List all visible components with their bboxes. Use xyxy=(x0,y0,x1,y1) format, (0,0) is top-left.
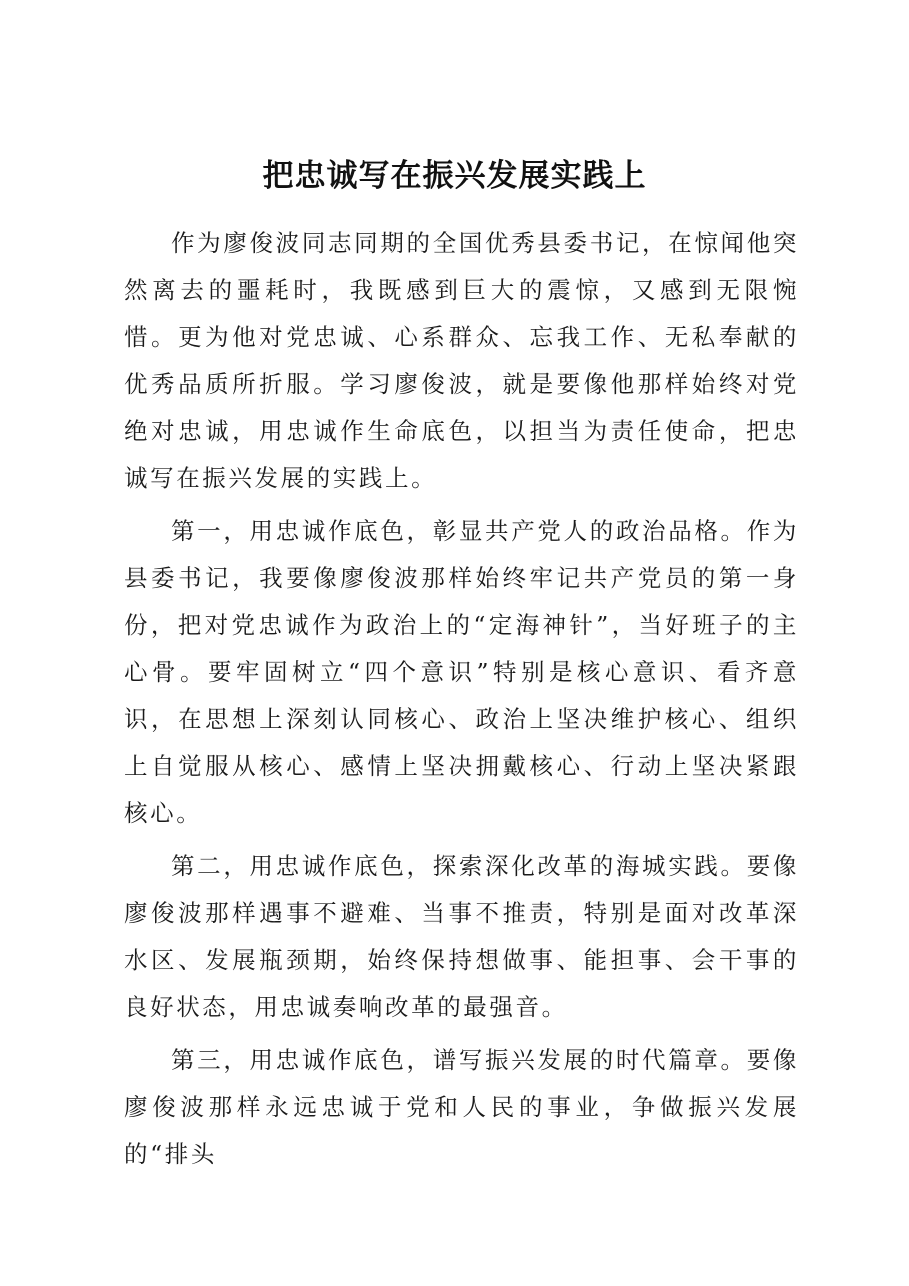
paragraph-3: 第二，用忠诚作底色，探索深化改革的海城实践。要像廖俊波那样遇事不避难、当事不推责，特别是面对改革深水区、发展瓶颈期，始终保持想做事、能担事、会干事的良好状态，用忠诚奏响改革的最强音。 xyxy=(124,852,799,1021)
document-body xyxy=(124,220,799,1178)
paragraph-2: 第一，用忠诚作底色，彰显共产党人的政治品格。作为县委书记，我要像廖俊波那样始终牢记共产党员的第一身份，把对党忠诚作为政治上的“定海神针”，当好班子的主心骨。要牢固树立“四个意识”特别是核心意识、看齐意识，在思想上深刻认同核心、政治上坚决维护核心、组织上自觉服从核心、感情上坚决拥戴核心、行动上坚决紧跟核心。 xyxy=(124,517,799,827)
paragraph-1: 作为廖俊波同志同期的全国优秀县委书记，在惊闻他突然离去的噩耗时，我既感到巨大的震惊，又感到无限惋惜。更为他对党忠诚、心系群众、忘我工作、无私奉献的优秀品质所折服。学习廖俊波，就是要像他那样始终对党绝对忠诚，用忠诚作生命底色，以担当为责任使命，把忠诚写在振兴发展的实践上。 xyxy=(124,229,799,492)
document-title: 把忠诚写在振兴发展实践上 xyxy=(262,158,647,194)
paragraph-4: 第三，用忠诚作底色，谱写振兴发展的时代篇章。要像廖俊波那样永远忠诚于党和人民的事业，争做振兴发展的“排头 xyxy=(124,1046,799,1168)
